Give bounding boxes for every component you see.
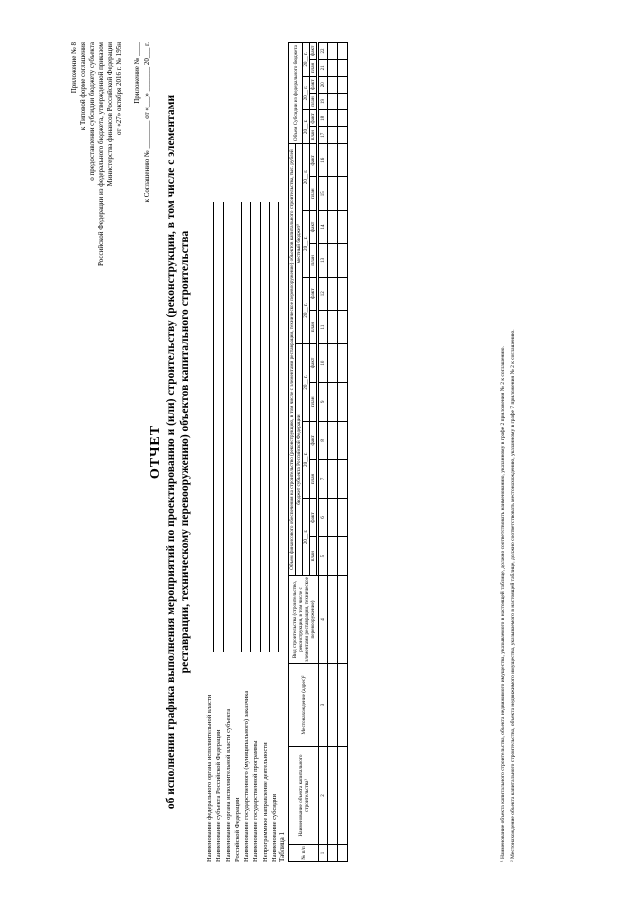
table-cell[interactable] bbox=[338, 277, 348, 310]
table-label: Таблица 1 bbox=[278, 832, 286, 862]
table-cell[interactable] bbox=[338, 747, 348, 845]
table-cell[interactable] bbox=[328, 43, 338, 60]
fact-header: факт bbox=[310, 76, 317, 93]
year-header: 20__ г. bbox=[303, 344, 310, 421]
column-number: 10 bbox=[319, 344, 328, 383]
table-cell[interactable] bbox=[328, 498, 338, 537]
fill-line[interactable] bbox=[205, 202, 214, 652]
fill-line[interactable] bbox=[242, 202, 251, 652]
column-number: 18 bbox=[319, 110, 328, 127]
appendix-line: о предоставлении субсидии бюджету субъекта bbox=[88, 42, 96, 181]
field-row bbox=[242, 202, 251, 862]
field-row bbox=[270, 202, 279, 862]
table-cell[interactable] bbox=[338, 76, 348, 93]
fact-header: факт bbox=[310, 210, 317, 243]
field-row bbox=[205, 202, 214, 862]
column-number: 3 bbox=[319, 664, 328, 747]
field-row bbox=[233, 202, 242, 862]
table-cell[interactable] bbox=[328, 76, 338, 93]
column-number: 15 bbox=[319, 177, 328, 210]
table-cell[interactable] bbox=[338, 210, 348, 243]
table-cell[interactable] bbox=[328, 310, 338, 343]
col-volume-header: Объем финансового обеспечения на строительство (реконструкцию, в том числе с элементами реставрации, техническое перевооружение) объектов капитального строительства, тыс. рублей bbox=[289, 144, 296, 576]
field-row bbox=[224, 202, 233, 862]
column-number: 4 bbox=[319, 576, 328, 664]
field-label: Наименование субсидии bbox=[271, 793, 279, 862]
table-cell[interactable] bbox=[328, 127, 338, 144]
field-row bbox=[261, 202, 270, 862]
appendix-title: Приложение № 8 bbox=[70, 42, 78, 94]
table-row bbox=[328, 43, 338, 862]
column-number: 14 bbox=[319, 210, 328, 243]
table-cell[interactable] bbox=[328, 382, 338, 421]
table-row bbox=[338, 43, 348, 862]
column-number: 12 bbox=[319, 277, 328, 310]
fill-line[interactable] bbox=[252, 202, 261, 652]
year-header: 20__ г. bbox=[303, 76, 310, 110]
table-cell[interactable] bbox=[328, 144, 338, 177]
table-cell[interactable] bbox=[338, 537, 348, 576]
agreement-ref: к Соглашению № ________ от «___» _______ 20___ г. bbox=[143, 42, 151, 203]
fill-line[interactable] bbox=[233, 202, 242, 652]
year-header: 20__ г. bbox=[303, 277, 310, 344]
plan-header: план bbox=[310, 382, 317, 421]
column-number: 8 bbox=[319, 421, 328, 460]
plan-header: план bbox=[310, 93, 317, 110]
field-label: Российской Федерации bbox=[233, 797, 241, 862]
table-cell[interactable] bbox=[338, 110, 348, 127]
table-cell[interactable] bbox=[328, 210, 338, 243]
field-label: Наименование органа исполнительной власти субъекта bbox=[224, 708, 232, 862]
year-header: 20__ г. bbox=[303, 110, 310, 144]
table-cell[interactable] bbox=[338, 421, 348, 460]
table-cell[interactable] bbox=[338, 498, 348, 537]
col-location-header: Местонахождение (адрес)² bbox=[289, 664, 319, 747]
header-fields bbox=[205, 202, 279, 862]
table-cell[interactable] bbox=[328, 110, 338, 127]
fill-line[interactable] bbox=[215, 202, 224, 652]
table-cell[interactable] bbox=[328, 421, 338, 460]
local-budget-header: местный бюджет³ bbox=[296, 144, 303, 344]
footnotes bbox=[498, 329, 518, 862]
report-title: ОТЧЕТ bbox=[148, 424, 163, 480]
field-label: Наименование государственной программы bbox=[252, 740, 260, 862]
regional-budget-header: бюджет субъекта Российской Федерации bbox=[296, 344, 303, 576]
column-number: 16 bbox=[319, 144, 328, 177]
fact-header: факт bbox=[310, 110, 317, 127]
plan-header: план bbox=[310, 310, 317, 343]
table-cell[interactable] bbox=[328, 244, 338, 277]
column-number: 19 bbox=[319, 93, 328, 110]
report-subtitle: об исполнении графика выполнения мероприятий по проектированию и (или) строительству (реконструкции, в том числе с элементами bbox=[165, 94, 177, 810]
table-cell[interactable] bbox=[338, 59, 348, 76]
year-header: 20__ г. bbox=[303, 421, 310, 498]
fact-header: факт bbox=[310, 421, 317, 460]
plan-header: план bbox=[310, 127, 317, 144]
col-subsidy-header: Объем Субсидии из федерального бюджета bbox=[289, 43, 303, 144]
fact-header: факт bbox=[310, 144, 317, 177]
table-cell[interactable] bbox=[328, 277, 338, 310]
table-cell[interactable] bbox=[328, 664, 338, 747]
column-number: 17 bbox=[319, 127, 328, 144]
fact-header: факт bbox=[310, 344, 317, 383]
appendix-line: к Типовой форме соглашения bbox=[79, 42, 87, 131]
field-label: Непрограммное направление деятельности bbox=[261, 742, 269, 862]
field-label: Наименование субъекта Российской Федерации bbox=[215, 729, 223, 862]
fill-line[interactable] bbox=[270, 202, 279, 652]
table-cell[interactable] bbox=[338, 177, 348, 210]
field-row bbox=[214, 202, 223, 862]
column-number: 21 bbox=[319, 59, 328, 76]
column-numbers-row bbox=[319, 43, 328, 862]
column-number: 11 bbox=[319, 310, 328, 343]
column-number: 2 bbox=[319, 747, 328, 845]
table-cell[interactable] bbox=[338, 576, 348, 664]
agreement-appendix: Приложение № ____ bbox=[133, 42, 141, 104]
appendix-block bbox=[70, 42, 124, 266]
table-cell[interactable] bbox=[328, 747, 338, 845]
year-header: 20__ г. bbox=[303, 144, 310, 211]
table-cell[interactable] bbox=[328, 344, 338, 383]
appendix-line: Министерства финансов Российской Федерации bbox=[106, 42, 114, 187]
table-cell[interactable] bbox=[338, 127, 348, 144]
table-cell[interactable] bbox=[338, 43, 348, 60]
table-cell[interactable] bbox=[328, 537, 338, 576]
plan-header: план bbox=[310, 59, 317, 76]
year-header: 20__ г. bbox=[303, 43, 310, 77]
table-cell[interactable] bbox=[328, 576, 338, 664]
fill-line[interactable] bbox=[261, 202, 270, 652]
table-cell[interactable] bbox=[328, 177, 338, 210]
column-number: 7 bbox=[319, 460, 328, 499]
column-number: 5 bbox=[319, 537, 328, 576]
col-name-header: Наименование объекта капитального строительства¹ bbox=[289, 747, 319, 845]
table-cell[interactable] bbox=[338, 344, 348, 383]
appendix-line: от «27» октября 2016 г. № 195н bbox=[115, 42, 123, 135]
field-row bbox=[251, 202, 260, 862]
plan-header: план bbox=[310, 244, 317, 277]
column-number: 9 bbox=[319, 382, 328, 421]
col-kind-header: Вид строительства (строительство, реконструкция, в том числе с элементами реставрации, техническое перевооружение) bbox=[289, 576, 319, 664]
year-header: 20__ г. bbox=[303, 498, 310, 575]
title-block bbox=[148, 2, 192, 902]
column-number: 1 bbox=[319, 845, 328, 862]
row-number bbox=[328, 845, 338, 862]
table-cell[interactable] bbox=[338, 664, 348, 747]
report-subtitle: реставрации, техническому перевооружению) объектов капитального строительства bbox=[179, 230, 191, 674]
field-label: Наименование государственного (муниципального) заказчика bbox=[243, 690, 251, 862]
column-number: 13 bbox=[319, 244, 328, 277]
table-cell[interactable] bbox=[338, 244, 348, 277]
table-cell[interactable] bbox=[328, 59, 338, 76]
table-cell[interactable] bbox=[338, 144, 348, 177]
column-number: 22 bbox=[319, 43, 328, 60]
table-cell[interactable] bbox=[338, 310, 348, 343]
plan-header: план bbox=[310, 537, 317, 576]
footnote: ¹ Наименование объекта капитального строительства, объекта недвижимого имущества, указываемого в настоящей таблице, должно соответствовать наименованию, указанному в графе 2 приложения № 2 к соглашению. bbox=[500, 346, 506, 862]
table-cell[interactable] bbox=[338, 93, 348, 110]
field-label: Наименование федерального органа исполнительной власти bbox=[206, 694, 213, 862]
fact-header: факт bbox=[310, 498, 317, 537]
table-cell[interactable] bbox=[328, 460, 338, 499]
table-cell[interactable] bbox=[328, 93, 338, 110]
footnote: ² Местонахождение объекта капитального строительства, объекта недвижимого имущества, указываемого в настоящей таблице, должно соответствовать местонахождению, указанному в графе 7 приложения № 2 к соглашению. bbox=[510, 329, 516, 862]
appendix-line: Российской Федерации из федерального бюджета, утвержденной приказом bbox=[97, 42, 105, 267]
fact-header: факт bbox=[310, 43, 317, 60]
column-number: 20 bbox=[319, 76, 328, 93]
table-cell[interactable] bbox=[338, 460, 348, 499]
year-header: 20__ г. bbox=[303, 210, 310, 277]
table-cell[interactable] bbox=[338, 845, 348, 862]
fact-header: факт bbox=[310, 277, 317, 310]
table-cell[interactable] bbox=[338, 382, 348, 421]
col-num-header: № п/п bbox=[289, 845, 319, 862]
report-table bbox=[288, 42, 348, 862]
plan-header: план bbox=[310, 460, 317, 499]
rotated-page bbox=[30, 2, 610, 902]
plan-header: план bbox=[310, 177, 317, 210]
column-number: 6 bbox=[319, 498, 328, 537]
